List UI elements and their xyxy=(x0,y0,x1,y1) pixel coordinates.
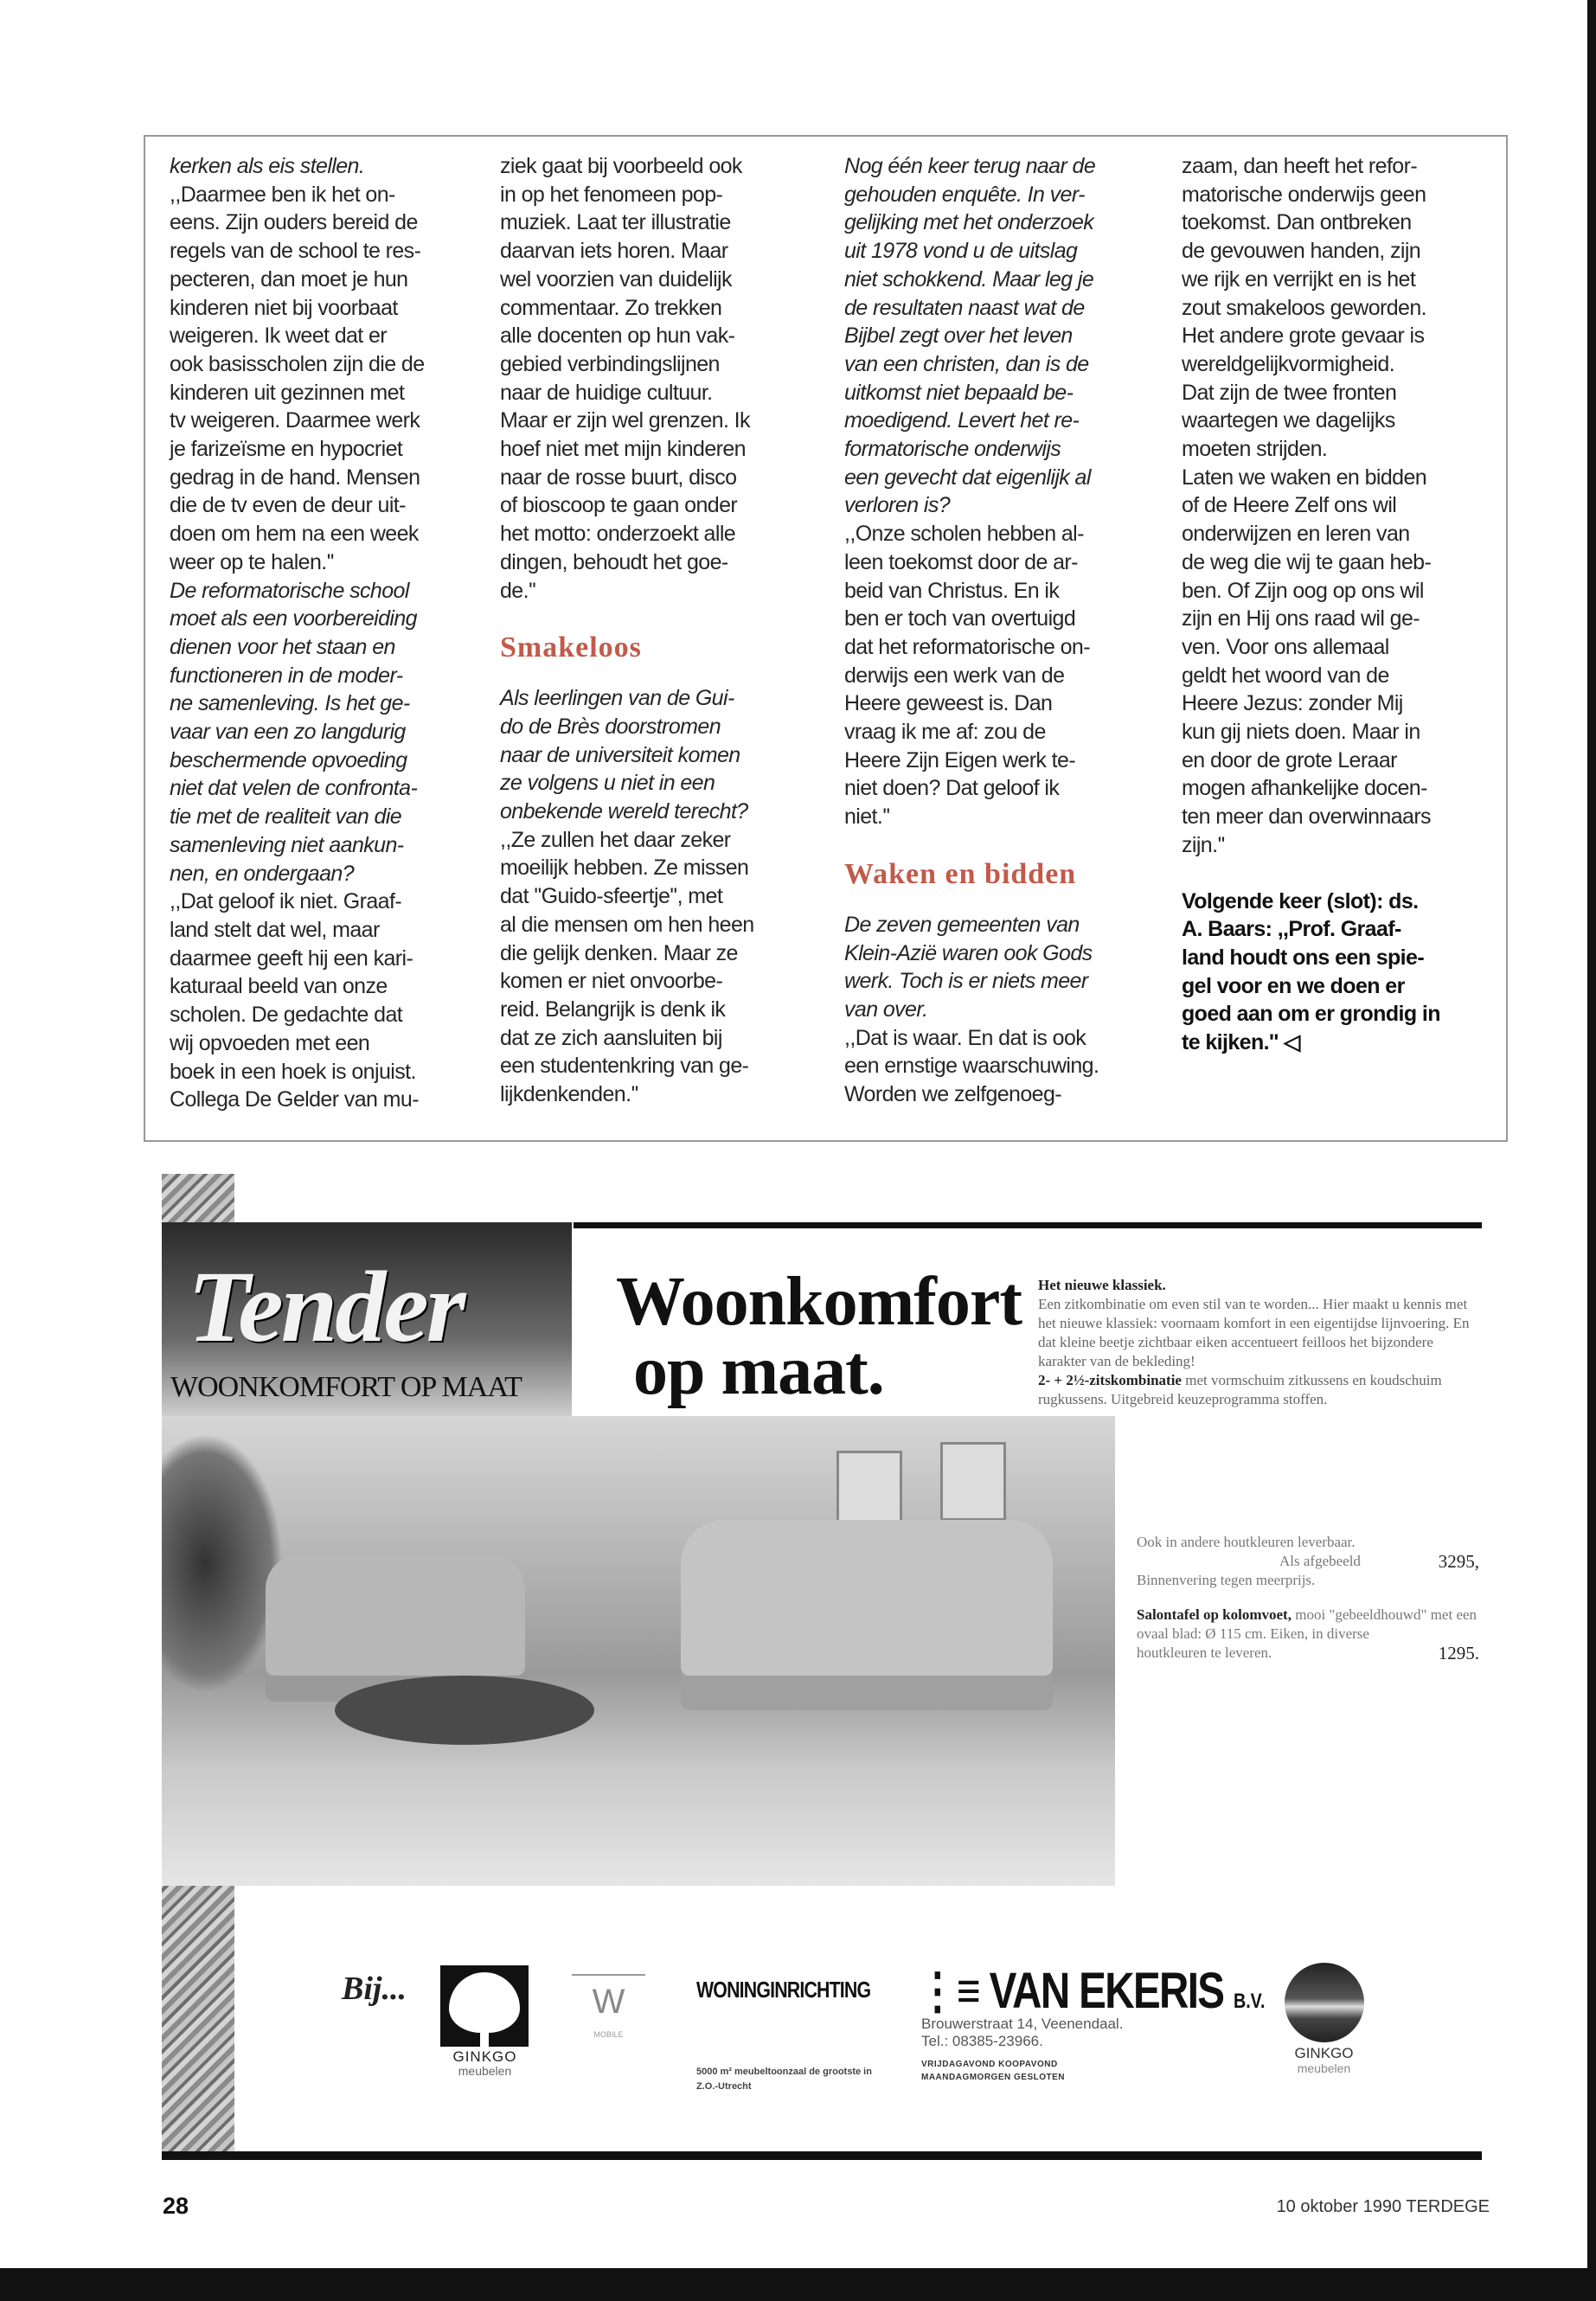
text-line: kerken als eis stellen. xyxy=(170,154,365,178)
text-line: dat ze zich aansluiten bij xyxy=(500,1025,722,1050)
text-line: leen toekomst door de ar- xyxy=(844,549,1078,574)
text-line: Maar er zijn wel grenzen. Ik xyxy=(500,408,750,433)
text-line: Als leerlingen van de Gui- xyxy=(500,686,734,711)
text-line: ,,Dat is waar. En dat is ook xyxy=(844,1025,1086,1050)
text-line: de weg die wij te gaan heb- xyxy=(1182,549,1432,574)
text-line: zaam, dan heeft het refor- xyxy=(1182,154,1418,178)
text-line: dat het reformatorische on- xyxy=(844,634,1090,659)
text-line: daarvan iets horen. Maar xyxy=(500,239,728,264)
text-line: A. Baars: ,,Prof. Graaf- xyxy=(1182,917,1401,942)
table-title: Salontafel op kolomvoet, xyxy=(1137,1606,1292,1623)
van-ekeris-logo: ⋮≡ VAN EKERIS B.V. xyxy=(917,1963,1266,2019)
text-line: land houdt ons een spie- xyxy=(1182,945,1425,970)
text-line: Bijbel zegt over het leven xyxy=(844,324,1073,349)
text-line: moedigend. Levert het re- xyxy=(844,408,1080,433)
ginkgo2-sub: meubelen xyxy=(1297,2061,1351,2075)
text-line: lijkdenkenden.'' xyxy=(500,1082,638,1107)
ginkgo-name: GINKGO xyxy=(452,2048,517,2065)
text-line: en door de grote Leraar xyxy=(1182,747,1397,772)
scan-edge-bottom xyxy=(0,2268,1596,2301)
text-line: dat ''Guido-sfeertje'', met xyxy=(500,884,723,909)
text-line: muziek. Laat ter illustratie xyxy=(500,210,731,235)
text-line: in op het fenomeen pop- xyxy=(500,182,723,207)
text-line: dingen, behoudt het goe- xyxy=(500,549,728,574)
article-box xyxy=(144,135,1508,1142)
article-column-2 xyxy=(500,152,822,1109)
text-line: functioneren in de moder- xyxy=(170,663,403,688)
store-address xyxy=(921,2016,1123,2050)
text-line: ne samenleving. Is het ge- xyxy=(170,691,410,716)
article-column-3 xyxy=(844,152,1166,1109)
text-line: onbekende wereld terecht? xyxy=(500,799,748,824)
text-line: kinderen uit gezinnen met xyxy=(170,380,405,405)
text-line: ven. Voor ons allemaal xyxy=(1182,634,1389,659)
store-name: VAN EKERIS xyxy=(989,1963,1224,2019)
ginkgo-circle-logo-icon xyxy=(1285,1963,1364,2042)
article-column-1 xyxy=(170,152,491,1114)
phone: Tel.: 08385-23966. xyxy=(921,2033,1043,2049)
text-line: Worden we zelfgenoeg- xyxy=(844,1082,1061,1107)
text-line: verloren is? xyxy=(844,493,951,518)
text-line: tv weigeren. Daarmee werk xyxy=(170,408,420,433)
wood-note: Ook in andere houtkleuren leverbaar. xyxy=(1137,1534,1356,1550)
text-line: wel voorzien van duidelijk xyxy=(500,266,732,292)
text-line: naar de universiteit komen xyxy=(500,742,740,767)
coffee-table-image xyxy=(335,1676,594,1745)
text-line: matorische onderwijs geen xyxy=(1182,182,1426,207)
showroom-note: 5000 m² meubeltoonzaal de grootste in Z.O.-Utrecht xyxy=(696,2067,872,2092)
text-line: waartegen we dagelijks xyxy=(1182,408,1395,433)
text-line: katuraal beeld van onze xyxy=(170,974,388,999)
ginkgo-sub: meubelen xyxy=(458,2064,512,2078)
text-line: de gevouwen handen, zijn xyxy=(1182,239,1421,264)
text-line: van een christen, dan is de xyxy=(844,351,1089,376)
intro-body: Een zitkombinatie om even stil van te worden... Hier maakt u kennis met het nieuwe klassiek: voornaam komfort in een eigentijdse lijnvoering. En dat kleine beetje zichtbaar eiken accentueert feilloos het bijzondere karakter van de bekleding! xyxy=(1038,1296,1470,1369)
mobile-logo-icon: W xyxy=(572,1974,645,2028)
text-line: Heere Jezus: zonder Mij xyxy=(1182,691,1403,716)
text-line: ,,Ze zullen het daar zeker xyxy=(500,827,731,852)
text-line: kinderen niet bij voorbaat xyxy=(170,295,398,320)
spacer xyxy=(1182,860,1503,888)
text-line: komen er niet onvoorbe- xyxy=(500,969,723,994)
text-line: pecteren, dan moet je hun xyxy=(170,266,408,292)
text-line: uitkomst niet bepaald be- xyxy=(844,380,1074,405)
text-line: gelijking met het onderzoek xyxy=(844,210,1094,235)
ad-headline xyxy=(616,1264,1022,1409)
text-line: reid. Belangrijk is denk ik xyxy=(500,997,726,1022)
combo-body: met vormschuim zitkussens en koudschuim rugkussens. Uitgebreid keuzeprogramma stoffen. xyxy=(1038,1372,1442,1407)
store-suffix: B.V. xyxy=(1233,1990,1266,2013)
text-line: niet doen? Dat geloof ik xyxy=(844,776,1060,801)
mobile-logo-text: MOBILE xyxy=(593,2030,624,2039)
text-line: ,,Daarmee ben ik het on- xyxy=(170,182,395,207)
page-number: 28 xyxy=(163,2193,189,2219)
text-line: land stelt dat wel, maar xyxy=(170,917,380,942)
text-line: boek in een hoek is onjuist. xyxy=(170,1059,416,1084)
text-line: Het andere grote gevaar is xyxy=(1182,324,1425,349)
text-line: ,,Dat geloof ik niet. Graaf- xyxy=(170,889,402,914)
text-line: een studentenkring van ge- xyxy=(500,1054,749,1079)
combo-title: 2- + 2½-zitskombinatie xyxy=(1038,1372,1182,1388)
sofa-price: 3295, xyxy=(1438,1551,1479,1572)
ad-top-rule xyxy=(574,1222,1482,1228)
text-line: toekomst. Dan ontbreken xyxy=(1182,210,1412,235)
text-line: goed aan om er grondig in xyxy=(1182,1002,1440,1027)
text-line: mogen afhankelijke docen- xyxy=(1182,776,1427,801)
text-line: we rijk en verrijkt en is het xyxy=(1182,266,1416,292)
text-line: commentaar. Zo trekken xyxy=(500,295,722,320)
text-line: hoef niet met mijn kinderen xyxy=(500,437,746,462)
text-line: naar de rosse buurt, disco xyxy=(500,465,737,490)
text-line: tie met de realiteit van die xyxy=(170,804,402,830)
upholstery-note: Binnenvering tegen meerprijs. xyxy=(1137,1572,1316,1588)
text-line: het motto: onderzoekt alle xyxy=(500,522,736,547)
text-line: onderwijzen en leren van xyxy=(1182,522,1410,547)
text-line: niet dat velen de confronta- xyxy=(170,776,418,801)
tender-logo-block xyxy=(162,1222,572,1417)
scan-edge-right xyxy=(1587,0,1596,2301)
text-line: formatorische onderwijs xyxy=(844,437,1061,462)
price-block xyxy=(1137,1533,1479,1663)
text-line: ziek gaat bij voorbeeld ook xyxy=(500,154,742,178)
text-line: of de Heere Zelf ons wil xyxy=(1182,493,1397,518)
living-room-photo xyxy=(162,1416,1115,1886)
woninginrichting-label: WONINGINRICHTING xyxy=(696,1977,871,2003)
text-line: de resultaten naast wat de xyxy=(844,295,1085,320)
text-line: ben. Of Zijn oog op ons wil xyxy=(1182,578,1424,603)
text-line: derwijs een werk van de xyxy=(844,663,1065,688)
text-line: of bioscoop te gaan onder xyxy=(500,493,738,518)
text-line: gel voor en we doen er xyxy=(1182,973,1405,998)
table-price: 1295. xyxy=(1438,1643,1479,1663)
text-line: uit 1978 vond u de uitslag xyxy=(844,239,1078,264)
headline-line-1: Woonkomfort xyxy=(616,1264,1022,1340)
text-line: moeilijk hebben. Ze missen xyxy=(500,856,749,881)
text-line: naar de huidige cultuur. xyxy=(500,380,713,405)
text-line: ook basisscholen zijn die de xyxy=(170,351,425,376)
bij-label: Bij... xyxy=(342,1971,407,2007)
text-line: daarmee geeft hij een kari- xyxy=(170,945,413,971)
furniture-advertisement xyxy=(158,1174,1482,2169)
text-line: je farizeïsme en hypocriet xyxy=(170,437,403,462)
ginkgo2-name: GINKGO xyxy=(1294,2045,1354,2061)
hours-line-2: MAANDAGMORGEN GESLOTEN xyxy=(921,2073,1065,2082)
text-line: do de Brès doorstromen xyxy=(500,714,721,739)
text-line: zijn en Hij ons raad wil ge- xyxy=(1182,606,1420,631)
text-line: dienen voor het staan en xyxy=(170,634,395,659)
section-heading: Smakeloos xyxy=(500,631,642,664)
text-line: geldt het woord van de xyxy=(1182,663,1389,688)
store-hours xyxy=(921,2058,1065,2084)
text-line: wereldgelijkvormigheid. xyxy=(1182,351,1395,376)
text-line: een gevecht dat eigenlijk al xyxy=(844,465,1091,490)
text-line: moeten strijden. xyxy=(1182,437,1328,462)
table-body-2: houtkleuren te leveren. xyxy=(1137,1644,1272,1661)
as-shown-label: Als afgebeeld xyxy=(1279,1553,1361,1569)
text-line: zout smakeloos geworden. xyxy=(1182,295,1426,320)
text-line: Klein-Azië waren ook Gods xyxy=(844,940,1093,965)
text-line: weigeren. Ik weet dat er xyxy=(170,324,388,349)
text-line: Volgende keer (slot): ds. xyxy=(1182,888,1419,913)
text-line: kun gij niets doen. Maar in xyxy=(1182,720,1420,745)
text-line: regels van de school te res- xyxy=(170,239,421,264)
issue-date: 10 oktober 1990 TERDEGE xyxy=(1276,2197,1490,2216)
text-line: gebied verbindingslijnen xyxy=(500,351,720,376)
picture-frame xyxy=(940,1442,1006,1521)
ad-bottom-rule xyxy=(162,2151,1482,2160)
article-column-4 xyxy=(1182,152,1503,1057)
text-line: Collega De Gelder van mu- xyxy=(170,1087,419,1112)
text-line: vaar van een zo langdurig xyxy=(170,720,406,745)
text-line: eens. Zijn ouders bereid de xyxy=(170,210,418,235)
sofa-image xyxy=(681,1520,1053,1710)
text-line: werk. Toch is er niets meer xyxy=(844,969,1088,994)
text-line: alle docenten op hun vak- xyxy=(500,324,735,349)
intro-title: Het nieuwe klassiek. xyxy=(1038,1277,1166,1293)
text-line: gedrag in de hand. Mensen xyxy=(170,465,420,490)
tender-logo: Tender xyxy=(188,1250,464,1363)
text-line: samenleving niet aankun- xyxy=(170,832,404,857)
text-line: Dat zijn de twee fronten xyxy=(1182,380,1397,405)
text-line: De reformatorische school xyxy=(170,578,409,603)
tender-tagline: WOONKOMFORT OP MAAT xyxy=(170,1371,522,1403)
text-line: te kijken.'' ◁ xyxy=(1182,1030,1300,1055)
section-heading: Waken en bidden xyxy=(844,857,1077,890)
text-line: de.'' xyxy=(500,578,536,603)
text-line: Heere Zijn Eigen werk te- xyxy=(844,747,1076,772)
text-line: doen om hem na een week xyxy=(170,522,419,547)
table-body: mooi "gebeeldhouwd" met een ovaal blad: Ø 115 cm. Eiken, in diverse xyxy=(1137,1606,1477,1642)
picture-frame xyxy=(836,1451,902,1529)
ginkgo-logo-icon xyxy=(440,1965,529,2047)
text-line: Laten we waken en bidden xyxy=(1182,465,1427,490)
text-line: niet.'' xyxy=(844,804,890,830)
hours-line-1: VRIJDAGAVOND KOOPAVOND xyxy=(921,2060,1058,2069)
text-line: die gelijk denken. Maar ze xyxy=(500,940,738,965)
text-line: ze volgens u niet in een xyxy=(500,771,715,796)
text-line: nen, en ondergaan? xyxy=(170,861,355,886)
text-line: Nog één keer terug naar de xyxy=(844,154,1096,178)
text-line: wij opvoeden met een xyxy=(170,1030,370,1055)
text-line: niet schokkend. Maar leg je xyxy=(844,266,1094,292)
text-line: vraag ik me af: zou de xyxy=(844,720,1046,745)
address: Brouwerstraat 14, Veenendaal. xyxy=(921,2016,1124,2032)
text-line: beid van Christus. En ik xyxy=(844,578,1060,603)
text-line: al die mensen om hen heen xyxy=(500,912,754,937)
text-line: scholen. De gedachte dat xyxy=(170,1003,403,1028)
text-line: een ernstige waarschuwing. xyxy=(844,1054,1099,1079)
text-line: die de tv even de deur uit- xyxy=(170,493,406,518)
text-line: Heere geweest is. Dan xyxy=(844,691,1053,716)
headline-line-2: op maat. xyxy=(633,1333,884,1409)
text-line: gehouden enquête. In ver- xyxy=(844,182,1085,207)
plant-image xyxy=(162,1433,283,1693)
text-line: zijn.'' xyxy=(1182,832,1225,857)
text-line: beschermende opvoeding xyxy=(170,747,407,772)
text-line: De zeven gemeenten van xyxy=(844,912,1080,937)
ad-description xyxy=(1038,1276,1484,1409)
text-line: weer op te halen.'' xyxy=(170,549,334,574)
text-line: ten meer dan overwinnaars xyxy=(1182,804,1431,830)
text-line: van over. xyxy=(844,997,928,1022)
text-line: ben er toch van overtuigd xyxy=(844,606,1076,631)
text-line: moet als een voorbereiding xyxy=(170,606,417,631)
text-line: ,,Onze scholen hebben al- xyxy=(844,522,1084,547)
